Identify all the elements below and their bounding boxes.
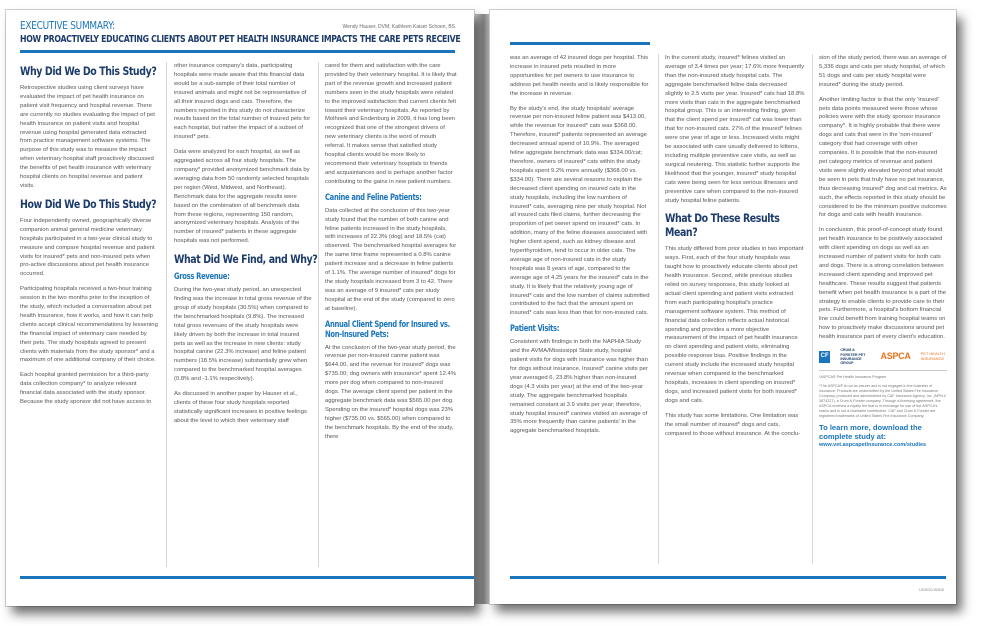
crum-forster-logo-text: CRUM & FORSTER PET INSURANCE GROUP — [840, 348, 866, 366]
footer-rule — [20, 576, 474, 579]
left-col-2 — [174, 62, 318, 432]
footer-rule — [510, 576, 946, 579]
left-col-3 — [325, 62, 457, 448]
left-col-1 — [20, 62, 158, 413]
paragraph: Data collected at the conclusion of this two-year study found that the number of both canine and feline patients increased in the study hospitals, with increases of 22.3% (dog) and 18.5% (cat) observed. The benchmarked hospital averages for the same time frame represented a 0.8% canine patient increase and a decrease in feline patients of 1.1%. The average number of insured* dogs for the study hospitals increased from 3 to 42. There was an average of 9 insured* cats per study hospital at the end of the study (compared to zero at baseline). — [325, 207, 457, 312]
section-heading: What Do These Results Mean? — [665, 211, 780, 240]
column-divider — [166, 62, 167, 567]
paragraph: other insurance company's data, participating hospitals were made aware that this financial data would be a sub-sample of their total number of insured animals and might not be representative of all their insured dogs and cats. Therefore, the numbers reported in this study do not characterize results based on the total number of insured pets for each hospital, but rather the impact of a subset of insured* pets. — [174, 63, 311, 141]
header-subtitle: HOW PROACTIVELY EDUCATING CLIENTS ABOUT PET HEALTH INSURANCE IMPACTS THE CARE PETS RECEIVE — [20, 34, 461, 45]
paragraph: Data were analyzed for each hospital, as well as aggregated across all four study hospitals. The company* provided anonymized benchmark data by averaging data from 50 randomly selected hospitals per region (West, Midwest, and Northeast). Benchmark data for the aggregate results were based on the combination of all benchmark data from these regions, representing 150 random, anonymized veterinary hospitals. Analysis of the number of insured* patients in these aggregate hospitals was not performed. — [174, 149, 310, 245]
right-col-1 — [510, 54, 650, 442]
paragraph: was an average of 42 insured dogs per hospital. This increase in insured pets resulted in more opportunities for pet owners to use insurance to address pet health needs and is likely responsible for the increase in revenue. — [510, 55, 649, 97]
column-divider — [658, 54, 659, 564]
paragraph: Each hospital granted permission for a third-party data collection company* to analyze relevant financial data associated with the study sponsor. Because the study sponsor did not have access to — [20, 372, 152, 406]
document-code: USSD0.W505 — [919, 587, 944, 592]
right-col-2 — [665, 54, 805, 444]
footnote: *The ASPCA® is not an insurer and is not engaged in the business of insurance. Products are underwritten by the United States Fire Insurance Company, produced and administered by C&F Insurance Agency, Inc. (NPN # 3874227), a Crum & Forster company. Through a licensing agreement, the ASPCA receives a royalty fee that is in exchange for use of the ASPCA's marks and is not a charitable contribution. C&F and Crum & Forster are registered trademarks of United States Fire Insurance Company. — [819, 383, 946, 418]
crum-forster-logo-mark: CF — [819, 351, 830, 363]
section-heading: Why Did We Do This Study? — [20, 64, 157, 78]
header — [20, 20, 461, 45]
paragraph: Participating hospitals received a two-hour training session in the two months prior to the inception of the study, which included a conversation about pet health insurance, how it works, and how it can help clients accept clinical recommendations by lessening the financial impact of veterinary care needed by their pets. The study hospitals agreed to present clients with materials from the study sponsor* and a maximum of one additional company of their choice. — [20, 286, 158, 364]
subsection-heading: Gross Revenue: — [174, 272, 230, 283]
section-heading: How Did We Do This Study? — [20, 196, 157, 211]
book-spine — [474, 14, 490, 604]
sponsor-logos — [819, 348, 947, 366]
header-authors: Wendy Hauser, DVM; Kathleen Kaiser Schoen, BS — [342, 24, 455, 30]
paragraph: Retrospective studies using client surveys have evaluated the impact of pet health insurance on patient visit frequency and hospital revenue. There are currently no studies evaluating the impact of pet health insurance on patient visits and hospital revenue using hospital generated data extracted from practice management software systems. The purpose of this study was to measure the impact when veterinary hospital staff proactively discussed the benefits of pet health insurance with veterinary hospital clients on hospital revenue and patient visits. — [20, 85, 155, 189]
column-divider — [812, 54, 813, 564]
aspca-logo: ASPCA — [880, 351, 911, 362]
paragraph: By the study's end, the study hospitals' average revenue per non-insured feline patient was $413.00, while the revenue for insured* cats was $368.00. Therefore, insured* patients represented an average decreased annual spend of 10.9%. The averaged feline aggregate benchmark data was $334.00/cat; therefore, owners of insured* cats within the study hospitals spent 9.2% more annually ($368.00 vs. $334.00). There are several reasons to explain the decreased client spending on insured cats in the study hospitals, including the low numbers of insured* cats, averaging nine per study hospital. Not all insured cats filed claims, further decreasing the proportion of pet owner spend on insured* cats. In addition, many of the feline diseases associated with higher client spend, such as kidney disease and hyperthyroidism, tend to occur in older cats. The average age of non-insured cats in the study hospitals was 8 years of age, compared to the average age of 4.25 years for the insured* cats in the study. It is likely that the relatively young age of insured* cats and the low number of claims submitted contributed to the fact that the amount spent on insured* cats was less than that for non-insured cats. — [510, 105, 650, 317]
paragraph: Another limiting factor is that the only 'insured' pets data points measured were those whose policies were with the study sponsor insurance company*. It is highly probable that there were dogs and cats that were in the 'non-insured' category that had coverage with other companies. It is possible that the non-insured pet category metrics of revenue and patient visits were slightly elevated beyond what would be seen in pets that truly have no pet insurance, thus decreasing insured* dog and cat metrics. As such, the effects reported in this study should be considered to be the minimum positive outcomes for dogs and cats with health insurance. — [819, 96, 947, 219]
paragraph: At the conclusion of the two-year study period, the revenue per non-insured canine patient was $644.00, and the revenue for insured* dogs was $735.00; dog owners with insurance* spent 12.4% more per dog when compared to non-insured dogs. The average client spend per patient in the aggregate benchmark data was $565.00 per dog. Spending on the insured* hospital dogs was 23% higher ($735.00 vs. $565.00) when compared to the benchmark hospitals. By the end of the study, there — [325, 344, 456, 440]
subsection-heading: Canine and Feline Patients: — [325, 192, 422, 203]
section-heading: What Did We Find, and Why? — [174, 252, 318, 267]
right-col-3 — [819, 54, 947, 449]
paragraph: sion of the study period, there was an average of 5,336 dogs and cats per study hospital, of which 51 dogs and cats per study hospital were insured* during the study period. — [819, 55, 947, 88]
paragraph: This study differed from prior studies in two important ways. First, each of the four study hospitals was taught how to proactively educate clients about pet health insurance. Second, while previous studies relied on survey responses, this study looked at actual client spending and patient visits extracted from each participating hospital's practice management software system. This method of financial data collection reflects actual historical spending and provides a more objective measurement of the impact of pet health insurance on client spending and patient visits, eliminating possible response bias. Positive findings in the current study include the increased study hospital revenue when compared to the benchmarked hospitals, increases in client spending on insured* dogs, and increased patient visits for both insured* dogs and cats. — [665, 246, 804, 404]
header-title: EXECUTIVE SUMMARY: — [20, 20, 115, 32]
paragraph: Four independently owned, geographically diverse companion animal general medicine veterinary hospitals participated in a two-year clinical study to measure and compare hospital revenue and patient visits for insured* pets and non-insured pets when pro-active discussions about pet health insurance occurred. — [20, 217, 155, 278]
right-page — [490, 10, 956, 604]
paragraph: Consistent with findings in both the NAPHIA Study and the AVMA/Mississippi State study, hospital patient visits for dogs with insurance was higher than for dogs without insurance. Insured* canine visits per year averaged 6, 23.8% higher than non-insured dogs (4.3 visits per year) at the end of the two-year study. The aggregate benchmarked hospitals remained constant at 3.9 visits per year; therefore, study hospital insured* canines visited an average of 35% more frequently than canine patients' in the aggregate benchmarked hospitals. — [510, 339, 648, 435]
subsection-heading: Annual Client Spend for Insured vs. Non-Insured Pets: — [325, 319, 450, 340]
paragraph: This study has some limitations. One limitation was the small number of insured* dogs and cats, compared to those without insurance. At the conclu- — [665, 412, 801, 437]
divider — [819, 370, 947, 371]
top-rule — [510, 42, 650, 45]
paragraph: In conclusion, this proof-of-concept study found pet health insurance to be positively associated with client spending on dogs as well as an increased number of patient visits for both cats and dogs. There is a strong correlation between increased client spending and improved pet healthcare. These results suggest that patients benefit when pet health insurance is a part of the strategy to enable clients to provide care to their pets. Furthermore, a hospital's bottom financial line could benefit from training hospital teams on how to proactively make discussions around pet health insurance part of every client's education. — [819, 227, 947, 341]
paragraph: As discussed in another paper by Hauser et al., clients of these four study hospitals reported statistically significant increases in positive feelings about the level to which their veterinary staff — [174, 391, 307, 424]
aspca-logo-sub: PET HEALTH INSURANCE — [920, 351, 945, 361]
column-divider — [318, 62, 319, 567]
left-page — [6, 10, 474, 606]
subsection-heading: Patient Visits: — [510, 324, 560, 335]
call-to-action: To learn more, download the complete study at: — [819, 422, 922, 441]
paragraph: cared for them and satisfaction with the care provided by their veterinary hospital. It is likely that part of the revenue growth and increased patient numbers seen in the study hospitals were related to the improved satisfaction that current clients felt toward their veterinary hospitals. As reported by Molhoek and Endenburg in 2009, it has long been recognized that one of the strongest drivers of new veterinary clients is the word of mouth referral. It makes sense that satisfied study hospital clients would be more likely to recommend their veterinary hospitals to friends and acquaintances and is perhaps another factor contributing to the gains in new patient numbers. — [325, 63, 457, 185]
paragraph: During the two-year study period, an unexpected finding was the increase in total gross revenue of the group of study hospitals (30.5%) when compared to the benchmarked hospitals (9.8%). The increased total gross revenues of the study hospitals were likely driven by both the increase in total insured pets as well as the increase in new clients: study hospital canine (22.3% increase) and feline patient numbers (18.5% increase) substantially grew when compared to the benchmarked hospital averages (0.8% and -1.1% respectively). — [174, 287, 312, 383]
study-url-link[interactable]: www.vet.aspcapetinsurance.com/studies — [819, 441, 927, 448]
footnote: *ASPCA® Pet Health Insurance Program — [819, 374, 887, 379]
header-rule — [20, 50, 455, 53]
paragraph: In the current study, insured* felines visited an average of 3.4 times per year; 17.6% more frequently than the non-insured study hospital cats. The aggregate benchmarked feline data decreased slightly to 2.5 visits per year. Insured* cats had 18.8% more visits than cats in the aggregate benchmarked hospital group. This is an interesting finding, given that the client spend per insured* cat was lower than that for non-insured cats. 27% of the insured* felines were one year of age or less. Increased visits might be associated with care usually delivered to kittens, including multiple preventive care visits, as well as surgical neutering. This statistic further supports the likelihood that the younger, insured* study hospital cats were being seen for less serious illnesses and preventive care when compared to the non-insured study hospital feline patients. — [665, 55, 805, 204]
